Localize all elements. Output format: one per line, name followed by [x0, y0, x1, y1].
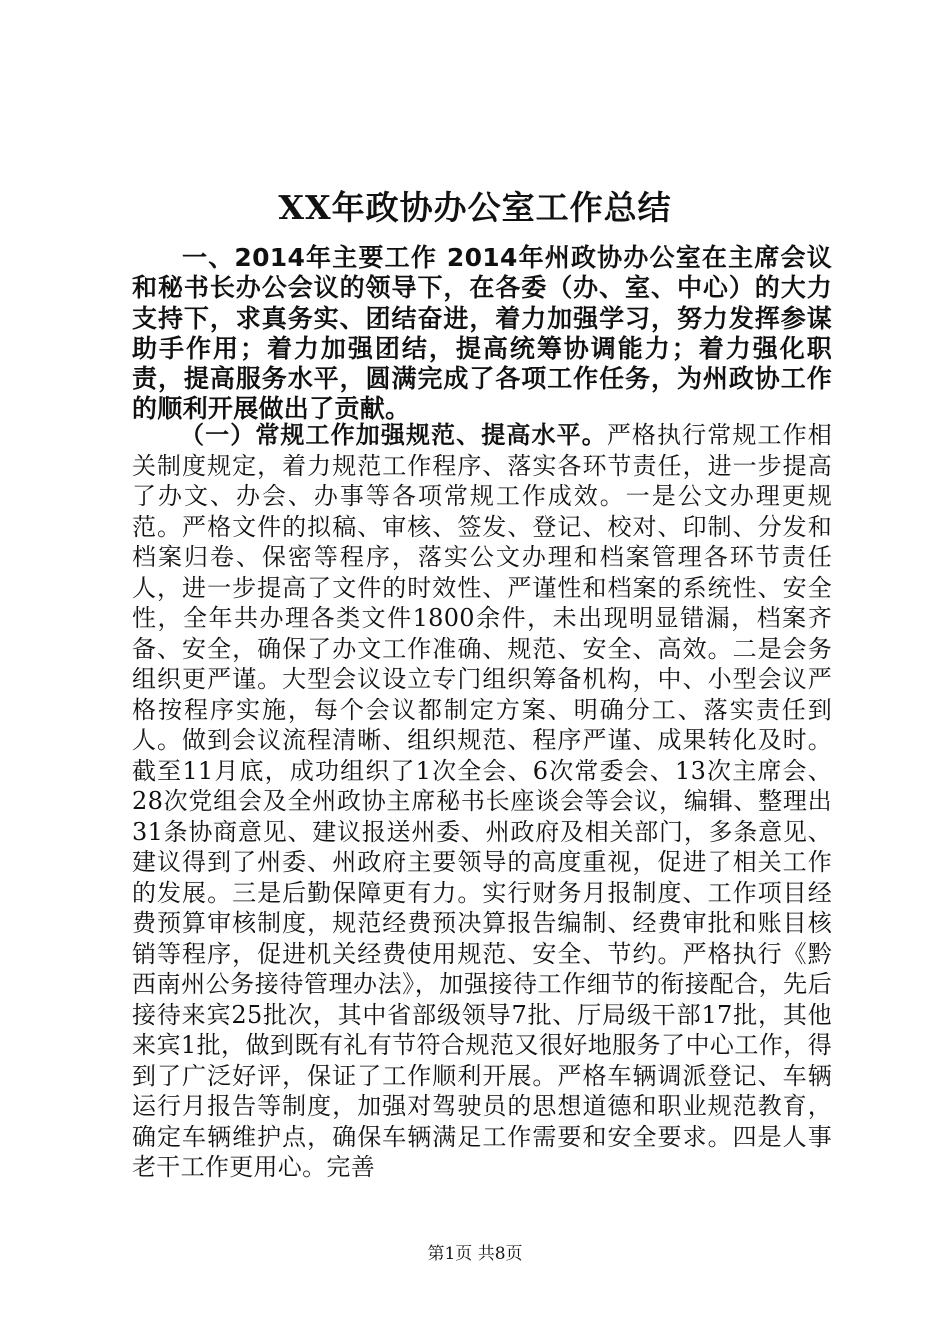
page-number-footer: 第1页 共8页: [427, 1244, 523, 1264]
section-heading: （一）常规工作加强规范、提高水平。: [180, 421, 607, 449]
section-body-text: 严格执行常规工作相关制度规定，着力规范工作程序、落实各环节责任，进一步提高了办文、办会、办事等各项常规工作成效。一是公文办理更规范。严格文件的拟稿、审核、签发、登记、校对、印制、分发和档案归卷、保密等程序，落实公文办理和档案管理各环节责任人，进一步提高了文件的时效性、严谨性和档案的系统性、安全性，全年共办理各类文件1800余件，未出现明显错漏，档案齐备、安全，确保了办文工作准确、规范、安全、高效。二是会务组织更严谨。大型会议设立专门组织筹备机构，中、小型会议严格按程序实施，每个会议都制定方案、明确分工、落实责任到人。做到会议流程清晰、组织规范、程序严谨、成果转化及时。截至11月底，成功组织了1次全会、6次常委会、13次主席会、28次党组会及全州政协主席秘书长座谈会等会议，编辑、整理出31条协商意见、建议报送州委、州政府及相关部门，多条意见、建议得到了州委、州政府主要领导的高度重视，促进了相关工作的发展。三是后勤保障更有力。实行财务月报制度、工作项目经费预算审核制度，规范经费预决算报告编制、经费审批和账目核销等程序，促进机关经费使用规范、安全、节约。严格执行《黔西南州公务接待管理办法》，加强接待工作细节的衔接配合，先后接待来宾25批次，其中省部级领导7批、厅局级干部17批，其他来宾1批，做到既有礼有节符合规范又很好地服务了中心工作，得到了广泛好评，保证了工作顺利开展。严格车辆调派登记、车辆运行月报告等制度，加强对驾驶员的思想道德和职业规范教育，确定车辆维护点，确保车辆满足工作需要和安全要求。四是人事老干工作更用心。完善: [132, 421, 832, 1181]
intro-paragraph: 一、2014年主要工作 2014年州政协办公室在主席会议和秘书长办公会议的领导下，在各委（办、室、中心）的大力支持下，求真务实、团结奋进，着力加强学习，努力发挥参谋助手作用；着力加强团结，提高统筹协调能力；着力强化职责，提高服务水平，圆满完成了各项工作任务，为州政协工作的顺利开展做出了贡献。: [132, 243, 832, 424]
section-paragraph: [132, 420, 832, 1183]
document-title: XX年政协办公室工作总结: [278, 188, 672, 227]
